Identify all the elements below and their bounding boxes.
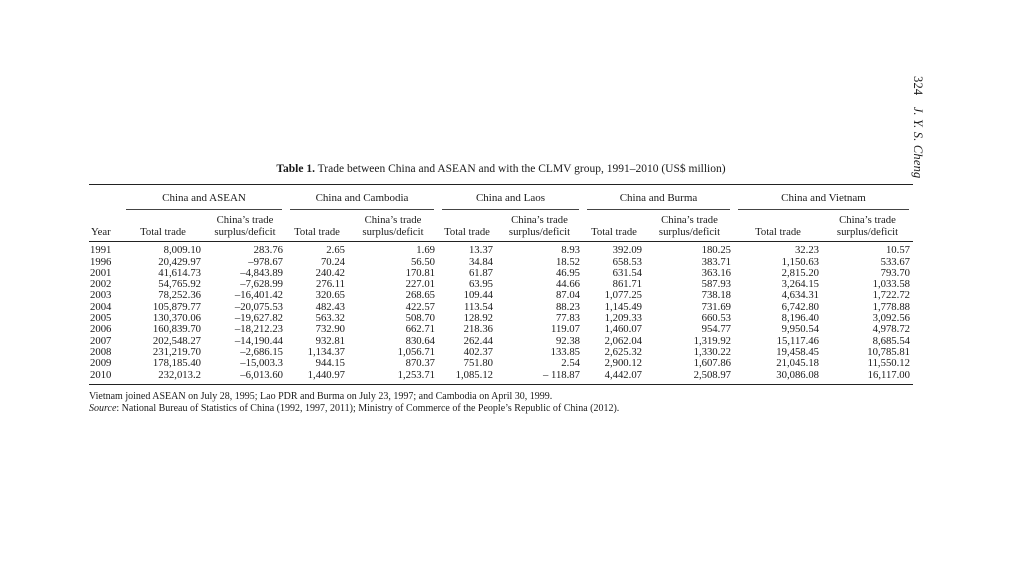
cell-asean-balance: –18,212.23: [234, 323, 283, 336]
group-header-vietnam: China and Vietnam: [734, 185, 913, 215]
cell-vietnam-balance: 11,550.12: [867, 357, 910, 370]
cell-vietnam-total: 32.23: [794, 244, 819, 257]
cell-asean-balance: –7,628.99: [240, 278, 283, 291]
cell-asean-total: 231,219.70: [152, 345, 201, 358]
column-header-vietnam-total: Total trade: [734, 214, 822, 242]
cell-cambodia-total: 732.90: [315, 323, 345, 336]
cell-cambodia-total: 944.15: [315, 357, 345, 370]
cell-year: 1991: [90, 244, 112, 257]
group-header-asean: China and ASEAN: [122, 185, 286, 215]
table-row: [89, 370, 913, 385]
cell-vietnam-balance: 1,033.58: [872, 278, 910, 291]
group-header-row: [89, 185, 913, 215]
cell-cambodia-balance: 227.01: [405, 278, 435, 291]
cell-laos-total: 109.44: [463, 289, 493, 302]
cell-burma-balance: 660.53: [701, 312, 731, 325]
cell-asean-total: 54,765.92: [158, 278, 201, 291]
cell-asean-total: 41,614.73: [158, 266, 201, 279]
cell-cambodia-balance: 56.50: [410, 255, 435, 268]
cell-vietnam-total: 8,196.40: [781, 312, 819, 325]
cell-vietnam-total: 2,815.20: [781, 266, 819, 279]
cell-laos-total: 128.92: [463, 312, 493, 325]
cell-asean-balance: –19,627.82: [234, 312, 283, 325]
table-row: [89, 358, 913, 369]
cell-burma-total: 2,062.04: [604, 334, 642, 347]
cell-cambodia-total: 932.81: [315, 334, 345, 347]
cell-year: 2008: [90, 345, 112, 358]
cell-vietnam-balance: 4,978.72: [872, 323, 910, 336]
cell-burma-balance: 2,508.97: [645, 370, 734, 385]
cell-vietnam-total: 15,117.46: [776, 334, 819, 347]
cell-vietnam-balance: 3,092.56: [872, 312, 910, 325]
cell-burma-balance: 731.69: [701, 300, 731, 313]
cell-burma-total: 392.09: [612, 244, 642, 257]
cell-vietnam-total: 6,742.80: [781, 300, 819, 313]
cell-year: 2004: [90, 300, 112, 313]
cell-laos-total: 218.36: [463, 323, 493, 336]
table-row: [89, 242, 913, 257]
cell-year: 1996: [90, 255, 112, 268]
column-header-cambodia-balance: China’s trade surplus/deficit: [348, 214, 438, 242]
cell-asean-total: 8,009.10: [163, 244, 201, 257]
cell-asean-total: 178,185.40: [152, 357, 201, 370]
cell-cambodia-total: 276.11: [316, 278, 345, 291]
cell-cambodia-balance: 830.64: [405, 334, 435, 347]
cell-burma-total: 2,625.32: [604, 345, 642, 358]
cell-burma-total: 861.71: [612, 278, 642, 291]
group-header-laos: China and Laos: [438, 185, 583, 215]
cell-cambodia-balance: 1,253.71: [348, 370, 438, 385]
column-header-year: Year: [89, 214, 122, 242]
cell-laos-balance: 133.85: [550, 345, 580, 358]
cell-burma-total: 4,442.07: [583, 370, 645, 385]
source-text: : National Bureau of Statistics of China (1992, 1997, 2011); Ministry of Commerce of the People’s Republic of China (2012).: [116, 402, 620, 414]
cell-cambodia-total: 70.24: [320, 255, 345, 268]
trade-table: [89, 184, 913, 385]
cell-laos-balance: 88.23: [555, 300, 580, 313]
cell-asean-total: 130,370.06: [152, 312, 201, 325]
cell-cambodia-total: 482.43: [315, 300, 345, 313]
cell-asean-balance: –16,401.42: [234, 289, 283, 302]
cell-cambodia-balance: 268.65: [405, 289, 435, 302]
column-header-row: [89, 214, 913, 242]
cell-laos-total: 113.54: [464, 300, 493, 313]
page-number: 324: [911, 76, 925, 96]
cell-asean-balance: 283.76: [253, 244, 283, 257]
table-caption-label: Table 1.: [276, 163, 315, 175]
cell-asean-total: 78,252.36: [158, 289, 201, 302]
cell-asean-balance: –20,075.53: [234, 300, 283, 313]
cell-cambodia-balance: 422.57: [405, 300, 435, 313]
cell-laos-balance: 119.07: [551, 323, 580, 336]
cell-cambodia-total: 240.42: [315, 266, 345, 279]
cell-laos-balance: 8.93: [561, 244, 580, 257]
column-header-asean-total: Total trade: [122, 214, 204, 242]
table-container: [89, 162, 913, 415]
cell-laos-total: 63.95: [468, 278, 493, 291]
table-notes: [89, 391, 913, 415]
cell-laos-balance: 92.38: [555, 334, 580, 347]
cell-laos-balance: 87.04: [555, 289, 580, 302]
cell-year: 2002: [90, 278, 112, 291]
cell-cambodia-balance: 1,056.71: [397, 345, 435, 358]
column-header-laos-total: Total trade: [438, 214, 496, 242]
cell-vietnam-total: 3,264.15: [781, 278, 819, 291]
cell-cambodia-balance: 170.81: [405, 266, 435, 279]
cell-asean-total: 105,879.77: [152, 300, 201, 313]
table-body: [89, 242, 913, 385]
cell-cambodia-total: 1,134.37: [307, 345, 345, 358]
cell-asean-balance: –14,190.44: [234, 334, 283, 347]
cell-vietnam-total: 4,634.31: [781, 289, 819, 302]
table-caption: [89, 162, 913, 176]
cell-vietnam-total: 19,458.45: [776, 345, 819, 358]
cell-burma-balance: 1,607.86: [693, 357, 731, 370]
cell-burma-total: 1,145.49: [604, 300, 642, 313]
cell-laos-total: 34.84: [468, 255, 493, 268]
cell-vietnam-balance: 10,785.81: [867, 345, 910, 358]
group-header-burma: China and Burma: [583, 185, 734, 215]
cell-burma-total: 631.54: [612, 266, 642, 279]
cell-asean-total: 20,429.97: [158, 255, 201, 268]
cell-burma-balance: 1,319.92: [693, 334, 731, 347]
cell-vietnam-total: 21,045.18: [776, 357, 819, 370]
cell-vietnam-balance: 533.67: [880, 255, 910, 268]
column-header-asean-balance: China’s trade surplus/deficit: [204, 214, 286, 242]
cell-burma-balance: 180.25: [701, 244, 731, 257]
cell-laos-total: 1,085.12: [438, 370, 496, 385]
cell-vietnam-balance: 793.70: [880, 266, 910, 279]
cell-cambodia-balance: 870.37: [405, 357, 435, 370]
cell-cambodia-total: 2.65: [326, 244, 345, 257]
cell-asean-balance: –15,003.3: [240, 357, 283, 370]
cell-burma-balance: 1,330.22: [693, 345, 731, 358]
cell-cambodia-total: 320.65: [315, 289, 345, 302]
cell-asean-balance: –6,013.60: [204, 370, 286, 385]
source-label: Source: [89, 402, 117, 414]
cell-year: 2005: [90, 312, 112, 325]
cell-burma-balance: 383.71: [701, 255, 731, 268]
cell-vietnam-balance: 10.57: [885, 244, 910, 257]
cell-laos-balance: – 118.87: [496, 370, 583, 385]
cell-cambodia-balance: 662.71: [405, 323, 435, 336]
column-header-cambodia-total: Total trade: [286, 214, 348, 242]
cell-burma-total: 2,900.12: [604, 357, 642, 370]
cell-laos-balance: 18.52: [555, 255, 580, 268]
cell-asean-balance: –2,686.15: [240, 345, 283, 358]
table-source: [89, 403, 913, 415]
cell-cambodia-total: 1,440.97: [286, 370, 348, 385]
cell-vietnam-balance: 1,722.72: [872, 289, 910, 302]
cell-cambodia-balance: 508.70: [405, 312, 435, 325]
cell-asean-total: 202,548.27: [152, 334, 201, 347]
running-head-author: J. Y. S. Cheng: [911, 106, 925, 179]
cell-year: 2009: [90, 357, 112, 370]
cell-vietnam-balance: 1,778.88: [872, 300, 910, 313]
cell-laos-total: 751.80: [463, 357, 493, 370]
cell-asean-total: 232,013.2: [122, 370, 204, 385]
cell-asean-total: 160,839.70: [152, 323, 201, 336]
cell-burma-balance: 587.93: [701, 278, 731, 291]
cell-vietnam-balance: 16,117.00: [822, 370, 913, 385]
cell-laos-balance: 77.83: [555, 312, 580, 325]
cell-laos-balance: 46.95: [555, 266, 580, 279]
cell-burma-balance: 363.16: [701, 266, 731, 279]
cell-year: 2007: [90, 334, 112, 347]
cell-laos-total: 61.87: [468, 266, 493, 279]
cell-year: 2006: [90, 323, 112, 336]
group-header-spacer: [89, 185, 122, 215]
cell-laos-total: 262.44: [463, 334, 493, 347]
cell-burma-balance: 738.18: [701, 289, 731, 302]
cell-asean-balance: –4,843.89: [240, 266, 283, 279]
cell-laos-balance: 44.66: [555, 278, 580, 291]
cell-burma-total: 1,209.33: [604, 312, 642, 325]
cell-year: 2003: [90, 289, 112, 302]
column-header-burma-balance: China’s trade surplus/deficit: [645, 214, 734, 242]
cell-vietnam-balance: 8,685.54: [872, 334, 910, 347]
running-head: [911, 76, 935, 186]
table-footnote: Vietnam joined ASEAN on July 28, 1995; Lao PDR and Burma on July 23, 1997; and Cambodia on April 30, 1999.: [89, 390, 553, 402]
column-header-laos-balance: China’s trade surplus/deficit: [496, 214, 583, 242]
cell-vietnam-total: 1,150.63: [781, 255, 819, 268]
cell-laos-balance: 2.54: [561, 357, 580, 370]
cell-burma-total: 658.53: [612, 255, 642, 268]
cell-cambodia-total: 563.32: [315, 312, 345, 325]
cell-asean-balance: –978.67: [248, 255, 283, 268]
column-header-burma-total: Total trade: [583, 214, 645, 242]
cell-cambodia-balance: 1.69: [416, 244, 435, 257]
column-header-vietnam-balance: China’s trade surplus/deficit: [822, 214, 913, 242]
cell-laos-total: 402.37: [463, 345, 493, 358]
cell-burma-balance: 954.77: [701, 323, 731, 336]
cell-laos-total: 13.37: [468, 244, 493, 257]
cell-year: 2001: [90, 266, 112, 279]
table-caption-text: Trade between China and ASEAN and with the CLMV group, 1991–2010 (US$ million): [317, 163, 726, 175]
table-row: [89, 324, 913, 335]
cell-vietnam-total: 9,950.54: [781, 323, 819, 336]
cell-burma-total: 1,460.07: [604, 323, 642, 336]
cell-vietnam-total: 30,086.08: [734, 370, 822, 385]
group-header-cambodia: China and Cambodia: [286, 185, 438, 215]
cell-year: 2010: [89, 370, 122, 385]
cell-burma-total: 1,077.25: [604, 289, 642, 302]
